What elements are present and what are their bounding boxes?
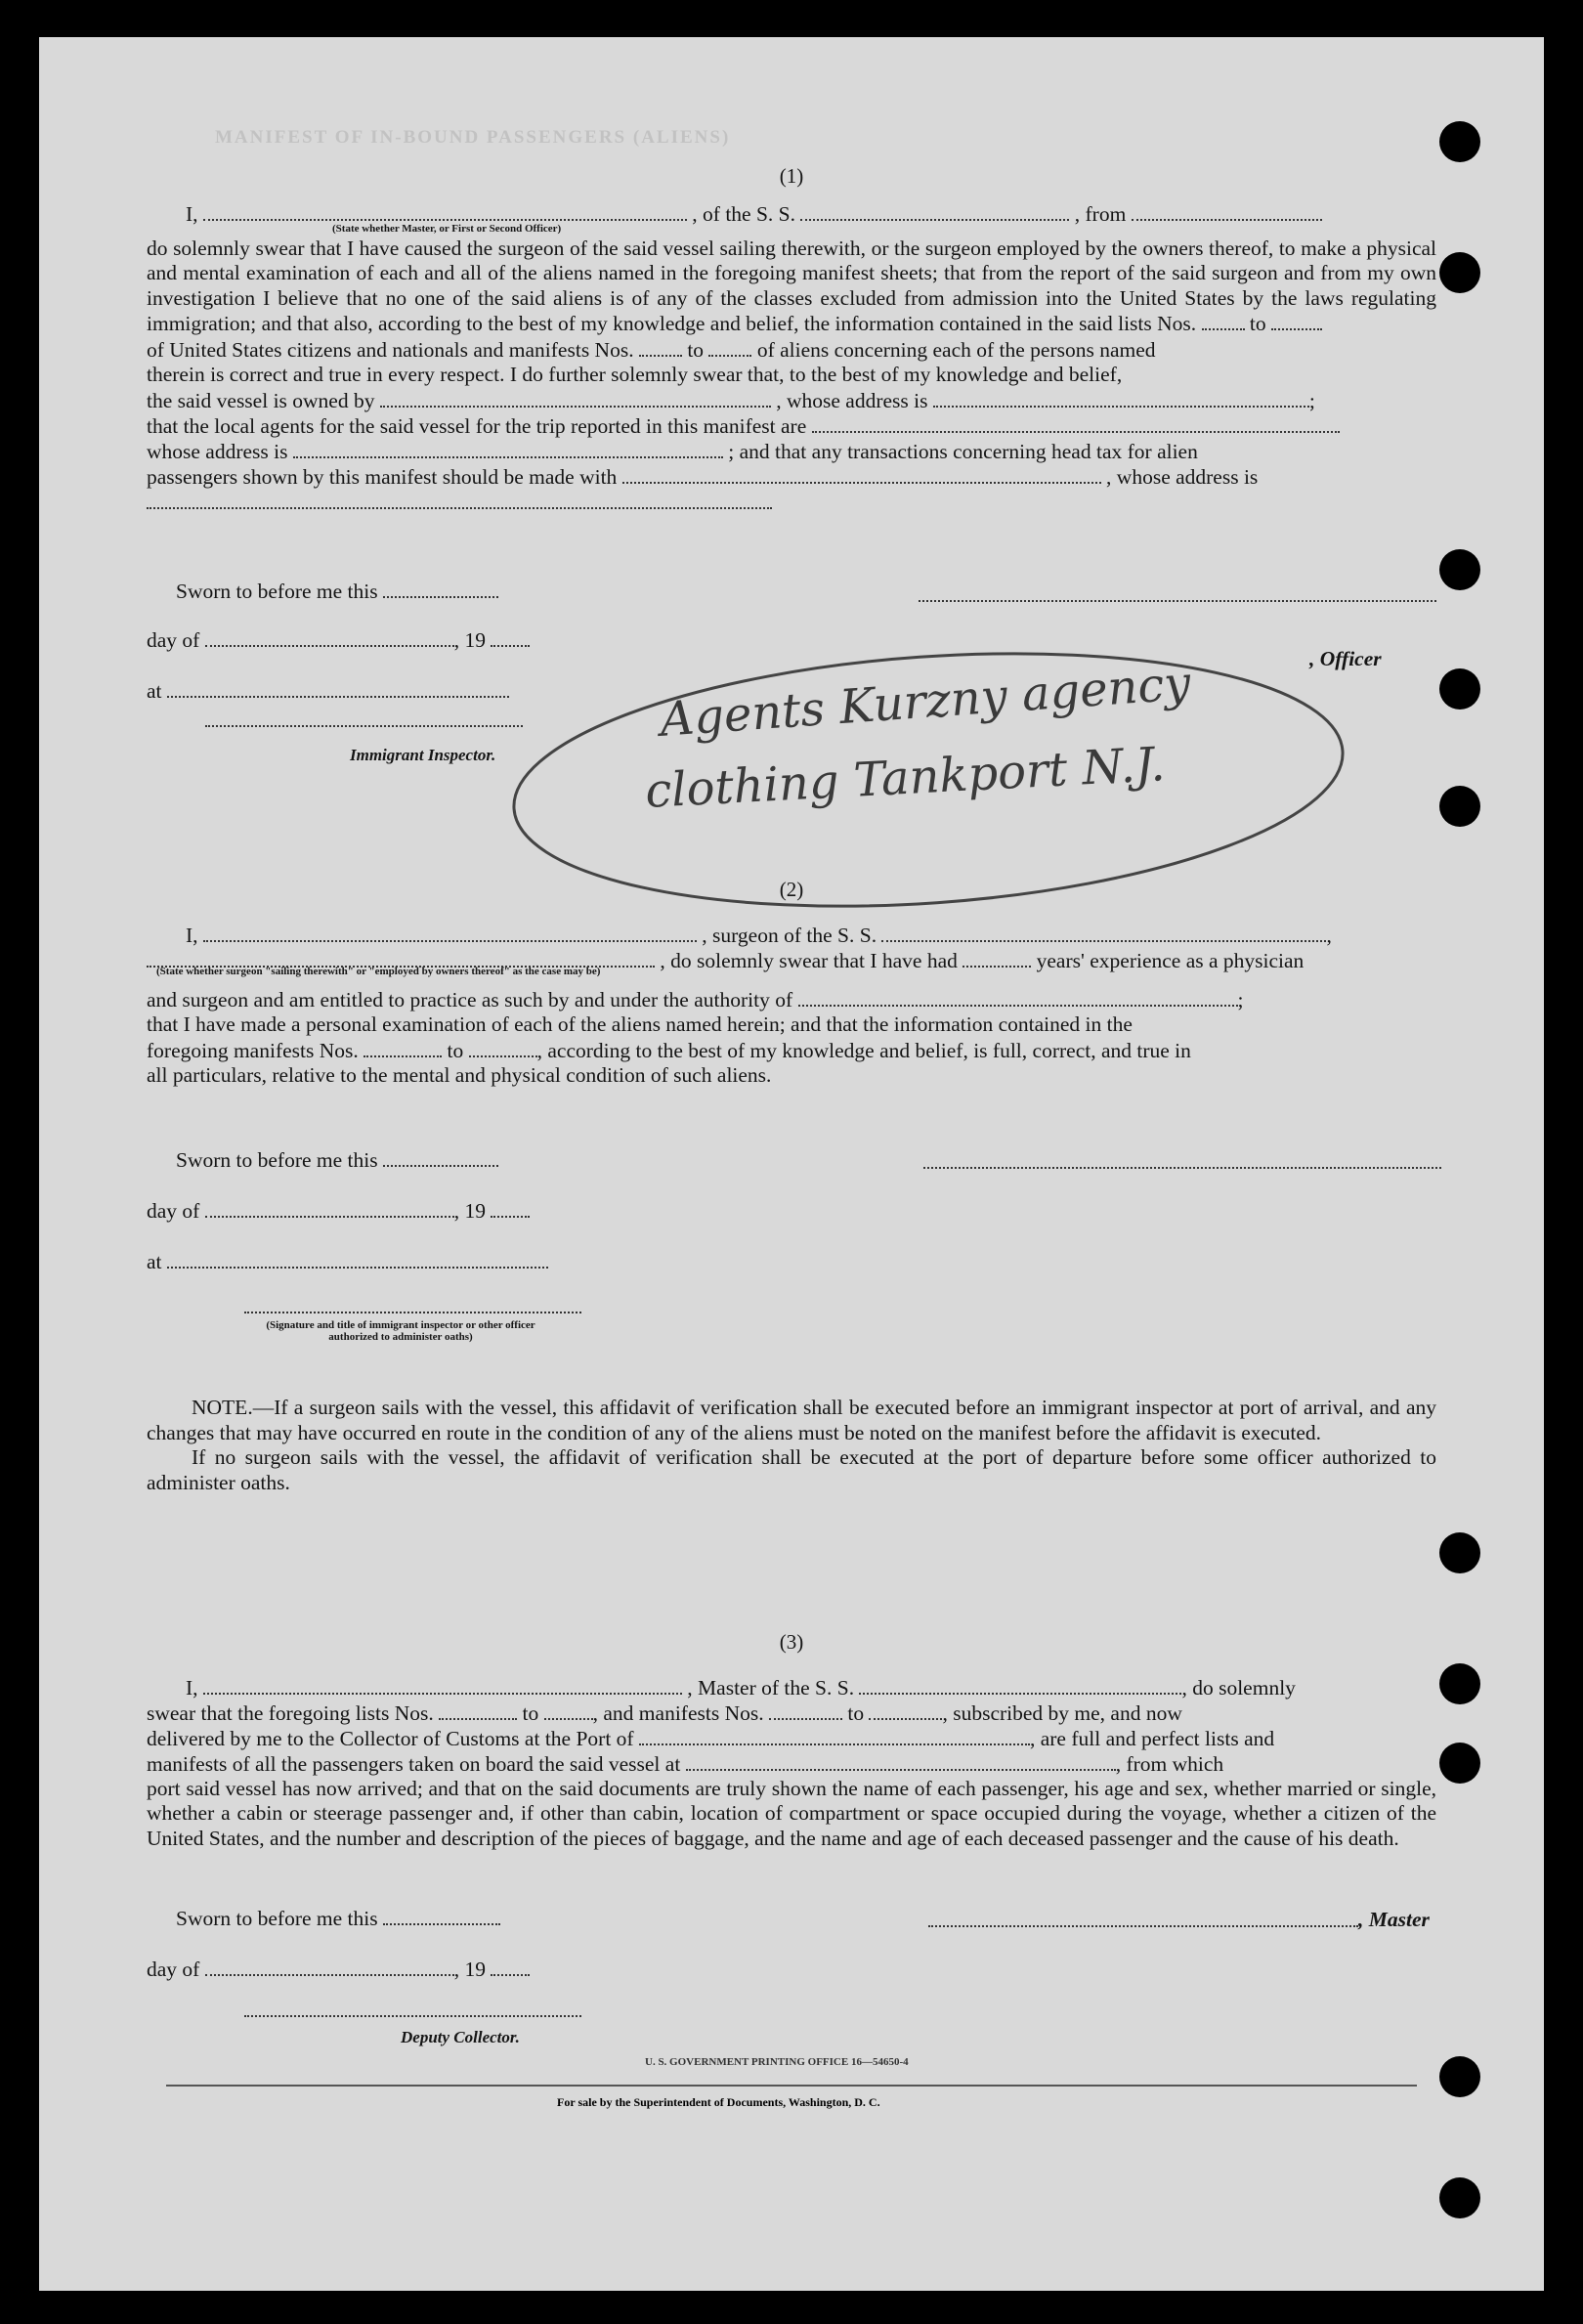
text: that I have made a personal examination of each of the aliens named herein; and that the information contained in the <box>147 1011 1133 1036</box>
text: Sworn to before me this <box>176 580 378 603</box>
section-1: (1) I, , of the S. S. , from (State whether Master, or First or Second Officer) do solemnly swear that I have caused the surgeon of the said vessel sailing therewith, or the surgeon employed by the owners thereof, to make a physical and mental examination of each and all of the aliens named in the foregoing manifest sheets; that from the report of the said surgeon and from my own investigation I believe that no one of the said aliens is of any of the classes excluded from admission into the United States by the laws regulating immigration; and that also, according to the best of my knowledge and belief, the information contained in the said lists Nos. to of United States citizens and nationals and manifests Nos. to of aliens concerning each of the persons named therein is correct and true in every respect. I do further solemnly swear that, to the best of my knowledge and belief, the said vessel is owned by , whose address is ; that the local agents for the said vessel for the trip reported in this manifest are whose address is ; and that any transactions concerning head tax for alien passengers shown by this manifest should be made with , whose address is <box>147 164 1436 515</box>
text: whose address is <box>147 439 288 463</box>
binder-hole <box>1439 2177 1480 2218</box>
binder-hole <box>1439 1743 1480 1784</box>
text: the said vessel is owned by <box>147 388 375 412</box>
blank-line <box>933 388 1309 408</box>
binder-hole <box>1439 549 1480 590</box>
text: at <box>147 679 162 703</box>
blank-line <box>439 1700 517 1720</box>
handwriting-line-2: clothing Tankport N.J. <box>643 737 1167 819</box>
blank-line <box>639 337 682 357</box>
note-paragraph-1: NOTE.—If a surgeon sails with the vessel, this affidavit of verification shall be executed before an immigrant inspector at port of arrival, and any changes that may have occurred en route in the condition of any of the aliens must be noted on the manifest before the affidavit is executed. <box>147 1396 1436 1444</box>
text: day of <box>147 1958 200 1981</box>
handwriting-line-1: Agents Kurzny agency <box>658 656 1193 748</box>
blank-line <box>1132 201 1322 221</box>
blank-line <box>383 1906 500 1925</box>
blank-line <box>1202 311 1245 330</box>
text: , do solemnly swear that I have had <box>660 948 958 972</box>
text: , surgeon of the S. S. <box>702 923 877 947</box>
passenger-paragraph: port said vessel has now arrived; and that on the said documents are truly shown the name of each passenger, his age and sex, whether married or single, whether a cabin or steerage passenger and, if other than cabin, location of compartment or space occupied during the voyage, whether a citizen of the United States, and the number and description of the pieces of baggage, and the name and age of each deceased passenger and the cause of his death. <box>147 1776 1436 1850</box>
blank-line <box>380 388 771 408</box>
blank-line <box>859 1675 1181 1695</box>
text: foregoing manifests Nos. <box>147 1038 359 1062</box>
section-number: (3) <box>779 1630 804 1654</box>
faint-header: MANIFEST OF IN-BOUND PASSENGERS (ALIENS) <box>215 127 731 148</box>
blank-line <box>798 987 1238 1007</box>
blank-line <box>147 490 772 509</box>
manifest-line <box>147 337 1436 363</box>
for-sale-line: For sale by the Superintendent of Documents, Washington, D. C. <box>557 2095 880 2109</box>
blank-line <box>963 948 1031 968</box>
blank-line <box>469 1038 537 1057</box>
blank-line <box>812 413 1340 433</box>
text: Sworn to before me this <box>176 1148 378 1172</box>
binder-hole <box>1439 1532 1480 1573</box>
binder-hole <box>1439 252 1480 293</box>
text: , 19 <box>453 1958 486 1981</box>
section-number: (2) <box>779 878 804 901</box>
note <box>147 1396 1436 1495</box>
signature-line <box>919 600 1436 602</box>
blank-line <box>383 579 498 598</box>
blank-line <box>708 337 751 357</box>
blank-line <box>769 1700 842 1720</box>
text: I, <box>186 1675 198 1700</box>
text: to <box>447 1038 464 1062</box>
deputy-caption: Deputy Collector. <box>401 2028 520 2046</box>
blank-line <box>205 1198 454 1218</box>
footer-rule <box>166 2085 1417 2087</box>
text: passengers shown by this manifest should be made with <box>147 464 618 489</box>
text: , subscribed by me, and now <box>942 1700 1182 1725</box>
section-3-jurat <box>147 1906 1436 2052</box>
text: , and manifests Nos. <box>592 1700 764 1725</box>
text: years' experience as a physician <box>1036 948 1305 972</box>
blank-line <box>544 1700 593 1720</box>
text: of aliens concerning each of the persons named <box>756 337 1156 362</box>
blank-line <box>491 1198 530 1218</box>
blank-line <box>364 1038 442 1057</box>
text: delivered by me to the Collector of Customs at the Port of <box>147 1726 634 1750</box>
note-master: (State whether Master, or First or Second Officer) <box>332 222 562 235</box>
text: all particulars, relative to the mental and physical condition of such aliens. <box>147 1062 772 1087</box>
signature-line <box>244 2015 581 2017</box>
blank-line <box>869 1700 942 1720</box>
binder-hole <box>1439 2056 1480 2097</box>
text: and surgeon and am entitled to practice as such by and under the authority of <box>147 987 793 1011</box>
text: , according to the best of my knowledge and belief, is full, correct, and true in <box>536 1038 1191 1062</box>
blank-line <box>1271 311 1322 330</box>
text: , from which <box>1115 1751 1224 1776</box>
signature-line <box>923 1167 1441 1169</box>
text: to <box>687 337 705 362</box>
text: swear that the foregoing lists Nos. <box>147 1700 434 1725</box>
text: day of <box>147 1199 200 1223</box>
text: to <box>1249 312 1266 335</box>
binder-hole <box>1439 121 1480 162</box>
blank-line <box>800 201 1069 221</box>
form-page <box>39 37 1544 2291</box>
text: day of <box>147 628 200 652</box>
text: , do solemnly <box>1181 1675 1296 1700</box>
signature-line <box>244 1312 581 1313</box>
text: do solemnly swear that I have caused the surgeon of the said vessel sailing therewith, or the surgeon employed by the owners thereof, to make a physical and mental examination of each and all of the aliens named in the foregoing manifest sheets; that from the report of the said surgeon and from my own investigation I believe that no one of the said aliens is of any of the classes excluded from admission into the United States by the laws regulating immigration; and that also, according to the best of my knowledge and belief, the information contained in the said lists Nos. <box>147 236 1436 335</box>
blank-line <box>167 1249 548 1269</box>
text: I, <box>186 201 198 226</box>
sworn-line <box>176 1906 500 1932</box>
sworn-line <box>176 579 498 605</box>
text: therein is correct and true in every respect. I do further solemnly swear that, to the best of my knowledge and belief, <box>147 362 1123 386</box>
blank-line <box>147 948 655 968</box>
binder-hole <box>1439 668 1480 710</box>
blank-line <box>686 1751 1116 1771</box>
signature-line <box>205 725 523 727</box>
blank-line <box>622 464 1101 484</box>
blank-line <box>881 923 1326 942</box>
blank-line <box>203 923 697 942</box>
binder-hole <box>1439 1663 1480 1704</box>
text: , 19 <box>453 628 486 652</box>
blank-line <box>203 1675 682 1695</box>
text: , of the S. S. <box>692 201 796 226</box>
at-line <box>147 678 509 705</box>
text: , Master of the S. S. <box>687 1675 855 1700</box>
blank-line <box>167 678 509 698</box>
signature-line <box>928 1925 1358 1927</box>
blank-line <box>383 1147 498 1167</box>
blank-line <box>203 201 687 221</box>
text: , whose address is <box>1106 464 1259 489</box>
section-number: (1) <box>779 164 804 188</box>
section-2: (2) I, , surgeon of the S. S. , , do solemnly swear that I have had years' experience as a physician (State whether surgeon "sailing therewith" or "employed by owners thereof" as the case may be) and surgeon and am entitled to practice as such by and under the authority of ; that I have made a personal examination of each of the aliens named herein; and that the information contained in the foregoing manifests Nos. to , according to the best of my knowledge and belief, is full, correct, and true in all particulars, relative to the mental and physical condition of such aliens. <box>147 878 1436 1089</box>
blank-line <box>639 1726 1030 1745</box>
text: to <box>522 1700 539 1725</box>
note-surgeon: (State whether surgeon "sailing therewith" or "employed by owners thereof" as the case may be) <box>156 965 601 977</box>
text: of United States citizens and nationals and manifests Nos. <box>147 337 634 362</box>
blank-line <box>205 1957 454 1976</box>
text: , from <box>1074 201 1127 226</box>
section-2-jurat <box>147 1147 1436 1372</box>
signature-note: (Signature and title of immigrant inspector or other officer authorized to administer oaths) <box>266 1319 535 1343</box>
text: that the local agents for the said vessel for the trip reported in this manifest are <box>147 413 807 438</box>
inspector-caption: Immigrant Inspector. <box>350 746 496 764</box>
text: manifests of all the passengers taken on board the said vessel at <box>147 1751 681 1776</box>
officer-label: , Officer <box>1309 647 1382 670</box>
section-3 <box>147 1630 1436 1851</box>
day-line <box>147 1957 530 1983</box>
blank-line <box>293 439 723 458</box>
blank-line <box>491 1957 530 1976</box>
at-line <box>147 1249 548 1275</box>
sworn-line <box>176 1147 498 1174</box>
text: , 19 <box>453 1199 486 1223</box>
text: , whose address is <box>776 388 928 412</box>
binder-hole <box>1439 786 1480 827</box>
oath-paragraph <box>147 237 1436 337</box>
note-paragraph-2: If no surgeon sails with the vessel, the affidavit of verification shall be executed at the port of departure before some officer authorized to administer oaths. <box>147 1445 1436 1494</box>
text: at <box>147 1250 162 1273</box>
text: , are full and perfect lists and <box>1029 1726 1275 1750</box>
text: I, <box>186 923 198 947</box>
day-line <box>147 627 530 654</box>
master-label: , Master <box>1358 1908 1430 1931</box>
text: to <box>847 1700 865 1725</box>
printing-office: U. S. GOVERNMENT PRINTING OFFICE 16—54650-4 <box>645 2056 909 2068</box>
text: Sworn to before me this <box>176 1907 378 1930</box>
day-line <box>147 1198 530 1225</box>
blank-line <box>205 627 454 647</box>
text: ; and that any transactions concerning head tax for alien <box>728 439 1198 463</box>
